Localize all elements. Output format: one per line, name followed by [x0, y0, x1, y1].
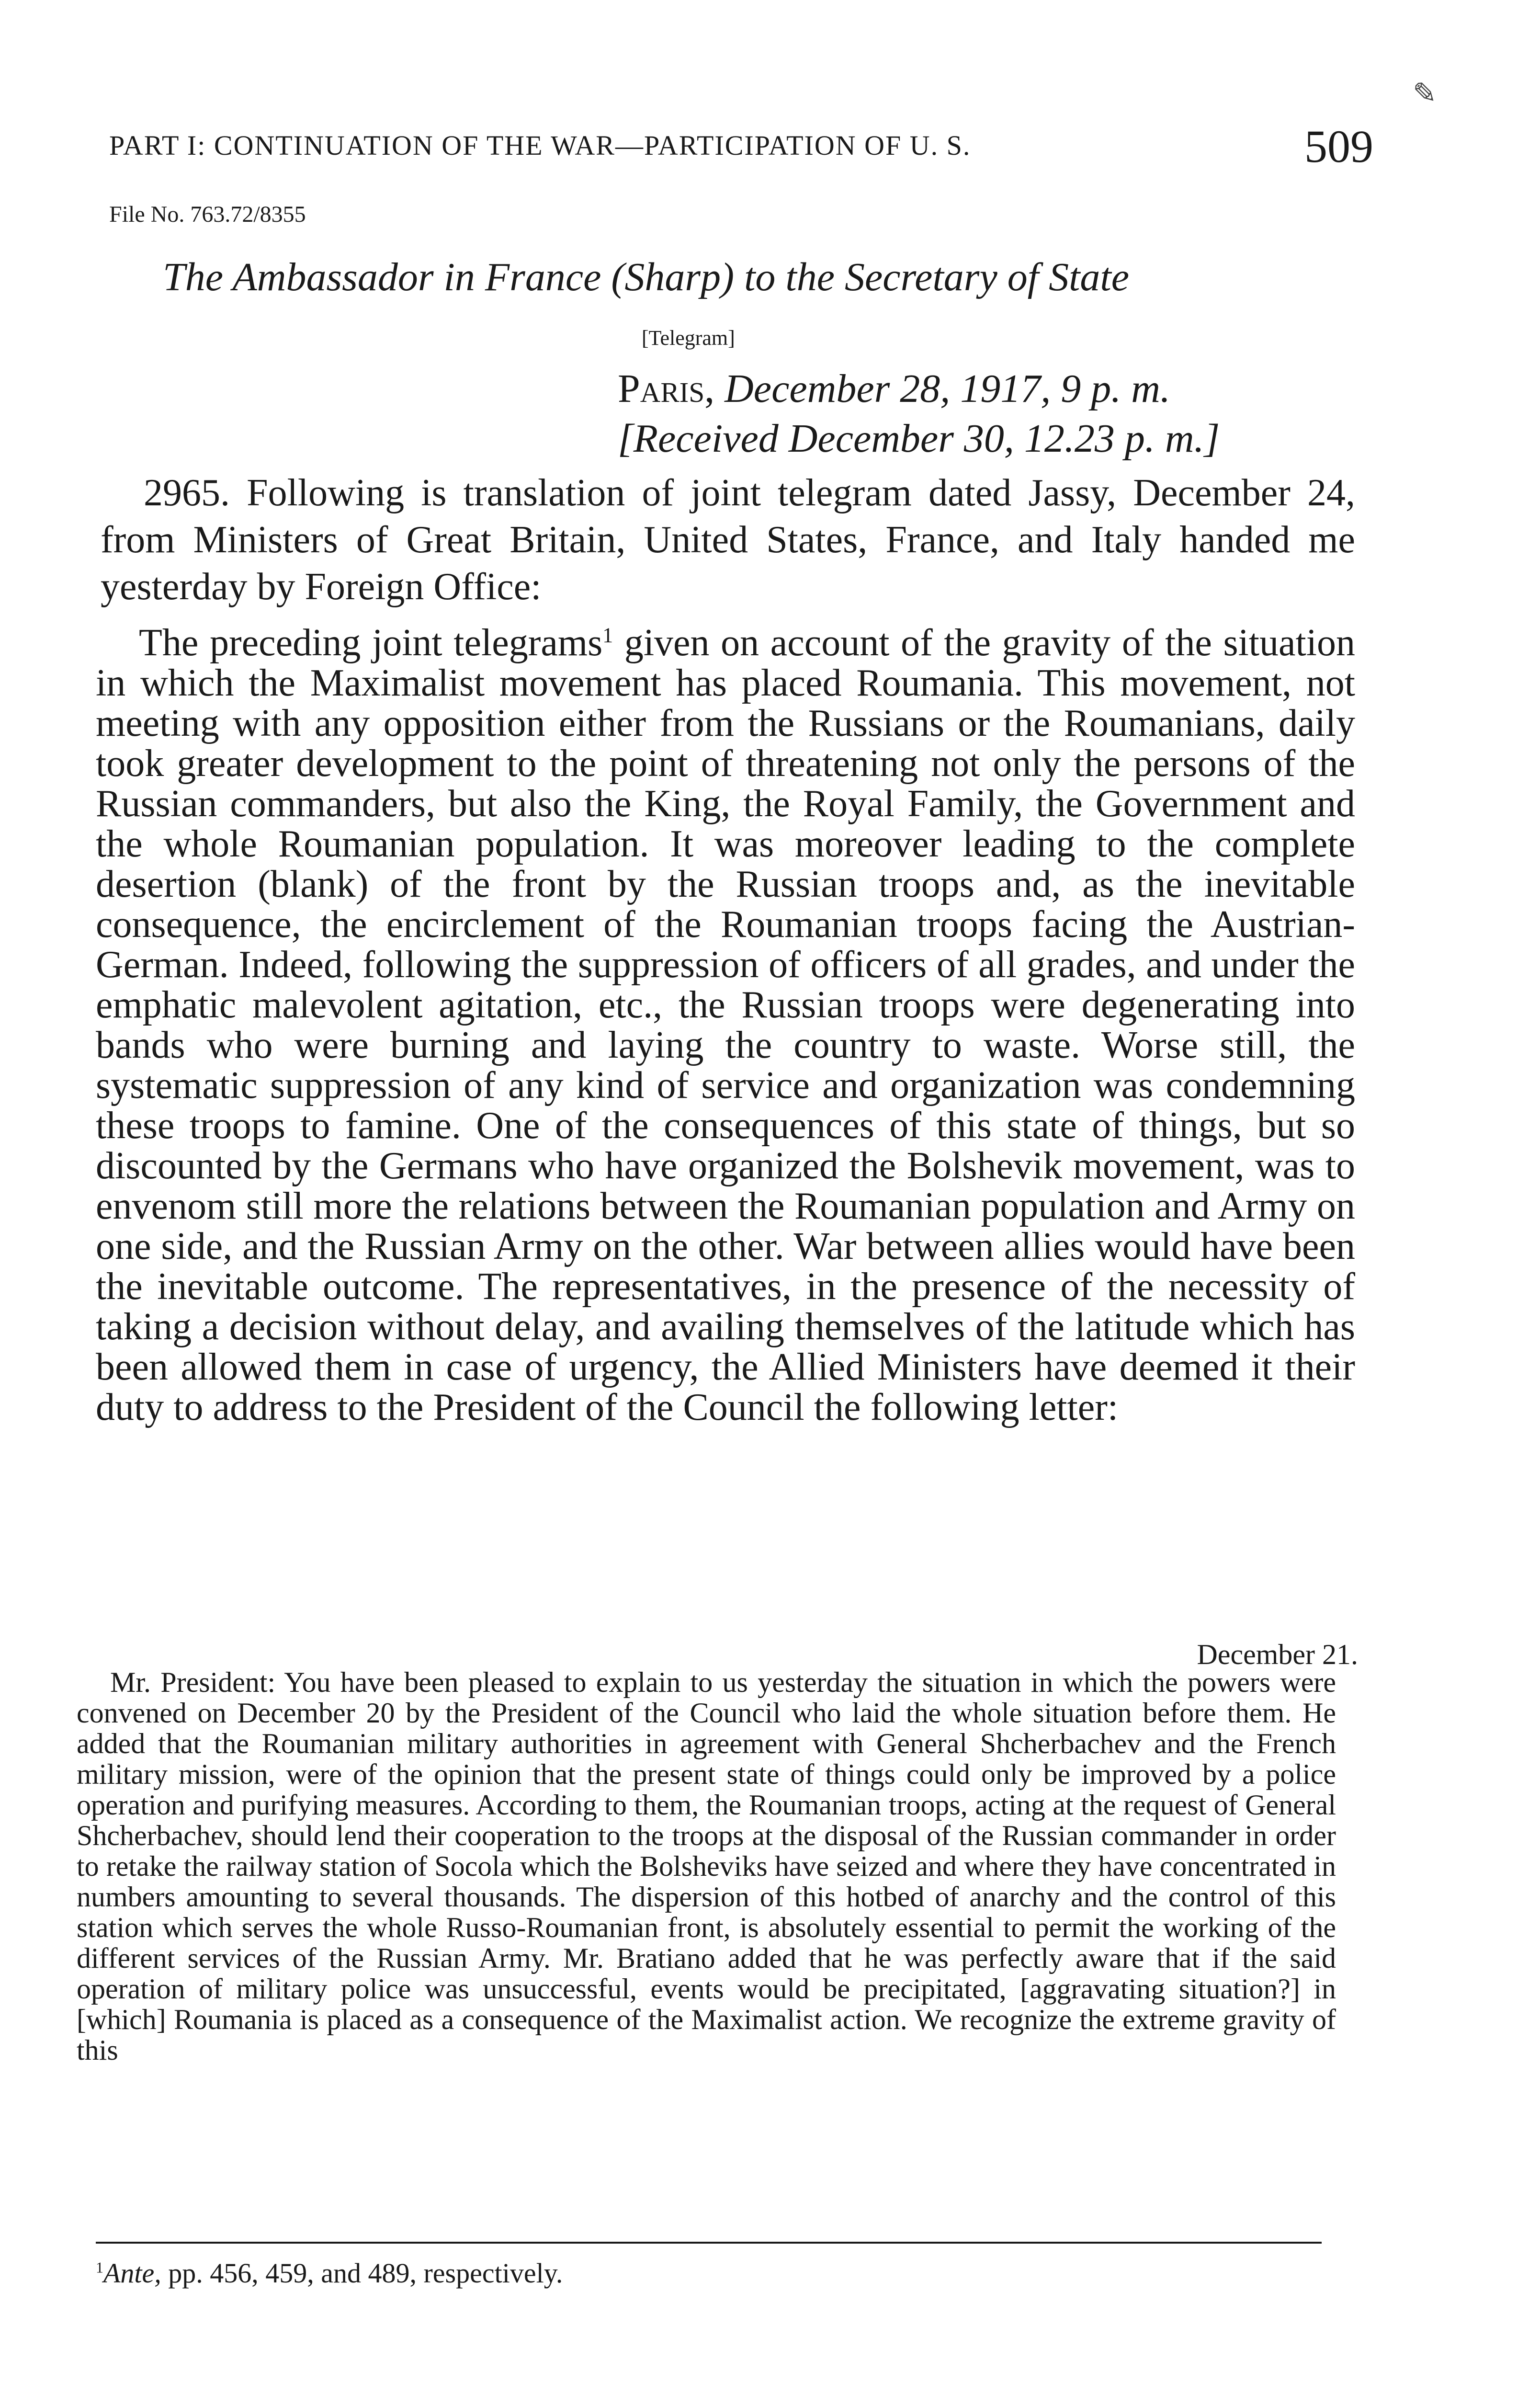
dateline-place: Paris, [618, 366, 715, 411]
letter-body: Mr. President: You have been pleased to explain to us yesterday the situation in which the powers were convened on December 20 by the President of the Council who laid the whole situation before them. He added that the Roumanian military authorities in agreement with General Shcherbachev and the French military mission, were of the opinion that the present state of things could only be improved by a police operation and purifying measures. According to them, the Roumanian troops, acting at the request of General Shcherbachev, should lend their cooperation to the troops at the disposal of the Russian commander in order to retake the railway station of Socola which the Bolsheviks have seized and where they have concentrated in numbers amounting to several thousands. The dispersion of this hotbed of anarchy and the control of this station which serves the whole Russo-Roumanian front, is absolutely essential to permit the working of the different services of the Russian Army. Mr. Bratiano added that he was perfectly aware that if the said operation of military police was unsuccessful, events would be precipitated, [aggravating situation?] in [which] Roumania is placed as a consequence of the Maximalist action. We recognize the extreme gravity of this [77, 1666, 1336, 2066]
letter-date: December 21. [1197, 1639, 1358, 1670]
running-title: PART I: CONTINUATION OF THE WAR—PARTICIPATION OF U. S. [109, 130, 971, 161]
received-stamp: [Received December 30, 12.23 p. m.] [618, 416, 1220, 461]
intro-paragraph: 2965. Following is translation of joint telegram dated Jassy, December 24, from Ministers of Great Britain, United States, France, and Italy handed me yesterday by Foreign Office: [101, 472, 1355, 608]
page-number: 509 [1304, 121, 1373, 172]
footnote-reference: 1 [602, 623, 613, 647]
dateline-received [618, 414, 1220, 464]
quote-text-rest: given on account of the gravity of the situation in which the Maximalist movement has placed Roumania. This movement, not meeting with any opposition either from the Russians or the Roumanians, daily took greater development to the point of threatening not only the persons of the Russian commanders, but also the King, the Royal Family, the Government and the whole Roumanian population. It was moreover leading to the complete desertion (blank) of the front by the Russian troops and, as the inevitable consequence, the encirclement of the Roumanian troops facing the Austrian-German. Indeed, following the suppression of officers of all grades, and under the emphatic malevolent agitation, etc., the Russian troops were degenerating into bands who were burning and laying the country to waste. Worse still, the systematic suppression of any kind of service and organization was condemning these troops to famine. One of the consequences of this state of things, but so discounted by the Germans who have organized the Bolshevik movement, was to envenom still more the relations between the Roumanian population and Army on one side, and the Russian Army on the other. War between allies would have been the inevitable outcome. The representatives, in the presence of the necessity of taking a decision without delay, and availing themselves of the latitude which has been allowed them in case of urgency, the Allied Ministers have deemed it their duty to address to the President of the Council the following letter: [96, 622, 1355, 1428]
quote-text-start: The preceding joint telegrams [139, 622, 603, 664]
running-header [109, 120, 1373, 177]
quoted-telegram-paragraph [96, 623, 1355, 1427]
footnote-divider [96, 2242, 1322, 2244]
margin-mark-icon: ✎ [1413, 78, 1437, 109]
document-title: The Ambassador in France (Sharp) to the Secretary of State [163, 255, 1130, 299]
footnote-marker: 1 [96, 2259, 103, 2276]
footnote-ante: Ante, [103, 2258, 161, 2289]
telegram-label: [Telegram] [642, 326, 735, 350]
dateline-sent [618, 364, 1220, 414]
file-number: File No. 763.72/8355 [109, 202, 306, 227]
footnote-text: pp. 456, 459, and 489, respectively. [161, 2258, 563, 2289]
dateline-date: December 28, 1917, 9 p. m. [725, 366, 1170, 411]
dateline [618, 364, 1220, 464]
footnote [96, 2257, 563, 2289]
